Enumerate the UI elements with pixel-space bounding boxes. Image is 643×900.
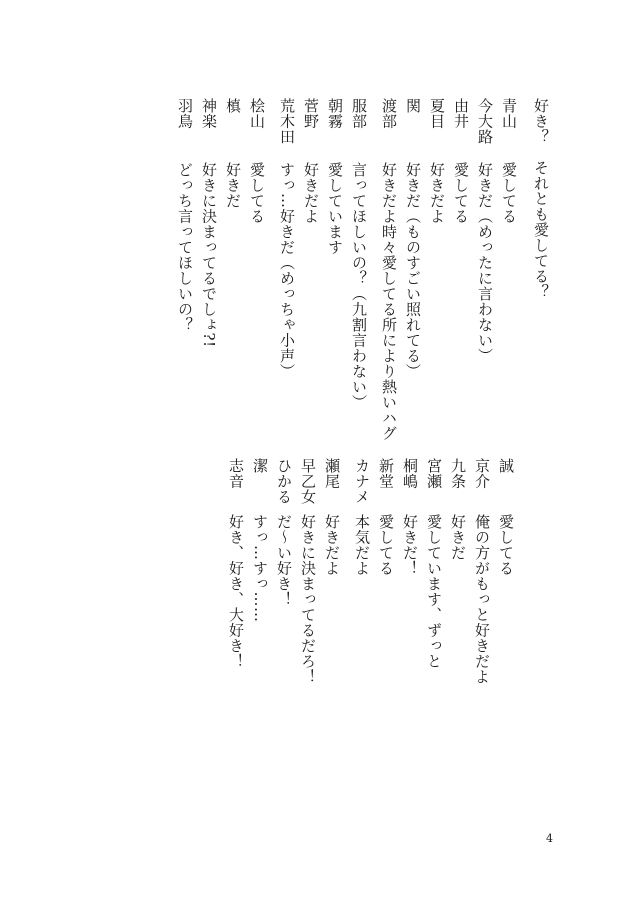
upper-speaker-name: 由井: [452, 98, 470, 129]
upper-speaker-name: 朝霧: [326, 98, 344, 129]
lower-dialogue-line: すっ…すっ……: [251, 514, 269, 623]
lower-speaker-name: 九条: [449, 458, 467, 489]
upper-speaker-name: 菅野: [302, 98, 320, 129]
upper-dialogue-line: 愛してる: [500, 162, 518, 224]
lower-speaker-name: ひかる: [275, 458, 293, 505]
upper-speaker-name: 夏目: [428, 98, 446, 129]
page-number: 4: [546, 832, 553, 845]
lower-speaker-name: 宮瀬: [425, 458, 443, 489]
upper-dialogue-line: 好きだよ時々愛してる所により熱いハグ: [380, 162, 398, 441]
upper-dialogue-line: 好きだ（ものすごい照れてる）: [404, 162, 422, 379]
lower-dialogue-line: 本気だよ: [353, 514, 371, 576]
upper-speaker-name: 羽鳥: [176, 98, 194, 129]
lower-speaker-name: カナメ: [353, 458, 371, 505]
upper-dialogue-line: 愛してる: [452, 162, 470, 224]
upper-dialogue-line: 好きだ: [224, 162, 242, 209]
lower-dialogue-line: 好きだよ: [323, 514, 341, 576]
lower-speaker-name: 京介: [473, 458, 491, 489]
upper-speaker-name: 服部: [350, 98, 368, 129]
lower-dialogue-line: 好きだ: [449, 514, 467, 561]
lower-speaker-name: 志音: [227, 458, 245, 489]
upper-dialogue-line: どっち言ってほしいの？: [176, 162, 194, 333]
upper-speaker-name: 槙: [224, 98, 242, 114]
upper-speaker-name: 渡部: [380, 98, 398, 129]
lower-dialogue-line: 好き、好き、大好き！: [227, 514, 245, 669]
upper-dialogue-line: 好きだよ: [428, 162, 446, 224]
upper-dialogue-line: 好きだよ: [302, 162, 320, 224]
lower-dialogue-line: 俺の方がもっと好きだよ: [473, 514, 491, 685]
upper-dialogue-line: 好きに決まってるでしょ?!: [200, 162, 218, 348]
upper-dialogue-line: 言ってほしいの？（九割言わない）: [350, 162, 368, 410]
upper-speaker-name: 今大路: [476, 98, 494, 145]
upper-dialogue-line: すっ…好きだ（めっちゃ小声）: [278, 162, 296, 379]
lower-dialogue-line: だ～い好き！: [275, 514, 293, 607]
lower-speaker-name: 瀬尾: [323, 458, 341, 489]
upper-dialogue-line: 好きだ（めったに言わない）: [476, 162, 494, 364]
upper-speaker-name: 桧山: [248, 98, 266, 129]
lower-speaker-name: 桐嶋: [401, 458, 419, 489]
upper-speaker-name: 神楽: [200, 98, 218, 129]
lower-dialogue-line: 好きに決まってるだろ！: [299, 514, 317, 685]
lower-dialogue-line: 愛しています、ずっと: [425, 514, 443, 669]
lower-dialogue-line: 愛してる: [377, 514, 395, 576]
lower-speaker-name: 潔: [251, 458, 269, 474]
page-title: 好き？ それとも愛してる？: [532, 98, 550, 300]
lower-speaker-name: 新堂: [377, 458, 395, 489]
lower-dialogue-line: 好きだ！: [401, 514, 419, 576]
upper-speaker-name: 青山: [500, 98, 518, 129]
upper-speaker-name: 関: [404, 98, 422, 114]
lower-speaker-name: 早乙女: [299, 458, 317, 505]
upper-speaker-name: 荒木田: [278, 98, 296, 145]
upper-dialogue-line: 愛しています: [326, 162, 344, 255]
lower-speaker-name: 誠: [497, 458, 515, 474]
upper-dialogue-line: 愛してる: [248, 162, 266, 224]
lower-dialogue-line: 愛してる: [497, 514, 515, 576]
